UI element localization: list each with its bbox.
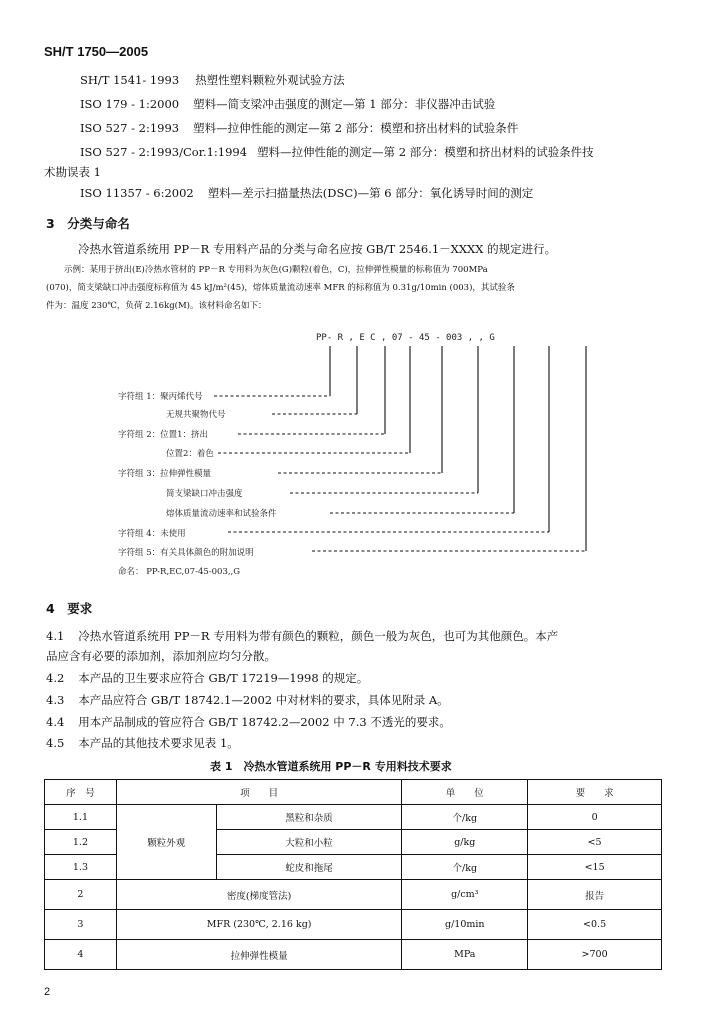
diagram-label: 无规共聚物代号 bbox=[166, 410, 226, 420]
table-cell: MFR (230℃, 2.16 kg) bbox=[116, 910, 401, 940]
header-cell: 要 求 bbox=[528, 780, 662, 805]
requirements-table bbox=[44, 779, 662, 970]
requirement-item bbox=[46, 714, 451, 730]
header-cell: 单 位 bbox=[402, 780, 528, 805]
table-cell: 蛇皮和拖尾 bbox=[216, 855, 402, 880]
table-cell: <15 bbox=[528, 855, 662, 880]
requirement-text: 本产品的卫生要求应符合 GB/T 17219—1998 的规定。 bbox=[78, 671, 369, 685]
table-header-row bbox=[45, 780, 662, 805]
table-cell: 4 bbox=[45, 940, 117, 970]
group-label-cell: 颗粒外观 bbox=[116, 805, 216, 880]
table-caption: 表 1 冷热水管道系统用 PP－R 专用料技术要求 bbox=[210, 760, 452, 773]
table-cell: <0.5 bbox=[528, 910, 662, 940]
diagram-label: 字符组 4：未使用 bbox=[118, 529, 186, 539]
table-cell: 黑粒和杂质 bbox=[216, 805, 402, 830]
table-row bbox=[45, 805, 662, 830]
table-cell: 0 bbox=[528, 805, 662, 830]
diagram-label: 简支梁缺口冲击强度 bbox=[166, 489, 243, 499]
table-cell: 1.2 bbox=[45, 830, 117, 855]
diagram-label: 字符组 5：有关具体颜色的附加说明 bbox=[118, 548, 254, 558]
table-cell: 拉伸弹性模量 bbox=[116, 940, 401, 970]
table-cell: 个/kg bbox=[402, 805, 528, 830]
section-3-heading: 3 分类与命名 bbox=[46, 216, 130, 231]
table-cell: <5 bbox=[528, 830, 662, 855]
diagram-label: 命名： PP-R,EC,07-45-003,,G bbox=[118, 567, 241, 577]
table-cell: g/cm³ bbox=[402, 880, 528, 910]
requirement-item bbox=[46, 692, 449, 708]
reference-title: 塑料—拉伸性能的测定—第 2 部分：模塑和挤出材料的试验条件 bbox=[193, 121, 519, 135]
reference-code: ISO 11357 - 6:2002 bbox=[80, 186, 194, 200]
requirement-number: 4.3 bbox=[46, 693, 65, 707]
reference-title: 塑料—简支梁冲击强度的测定—第 1 部分：非仪器冲击试验 bbox=[193, 97, 496, 111]
table-cell: g/10min bbox=[402, 910, 528, 940]
table-row bbox=[45, 910, 662, 940]
requirement-continuation: 品应含有必要的添加剂，添加剂应均匀分散。 bbox=[46, 649, 276, 663]
example-line: (070)，简支梁缺口冲击强度标称值为 45 kJ/m²(45)，熔体质量流动速率 MFR 的标称值为 0.31g/10min (003)，其试验条 bbox=[46, 283, 515, 293]
diagram-label: 位置2：着色 bbox=[166, 449, 214, 459]
requirement-text: 用本产品制成的管应符合 GB/T 18742.2—2002 中 7.3 不透光的要求。 bbox=[78, 715, 451, 729]
reference-title: 塑料—拉伸性能的测定—第 2 部分：模塑和挤出材料的试验条件技 bbox=[257, 145, 594, 159]
requirement-text: 本产品应符合 GB/T 18742.1—2002 中对材料的要求，具体见附录 A。 bbox=[78, 693, 449, 707]
diagram-label: 字符组 3：拉伸弹性模量 bbox=[118, 469, 212, 479]
requirement-item bbox=[46, 735, 239, 751]
requirement-text: 冷热水管道系统用 PP－R 专用料为带有颜色的颗粒，颜色一般为灰色，也可为其他颜色。本产 bbox=[78, 629, 559, 643]
reference-title: 塑料—差示扫描量热法(DSC)—第 6 部分：氧化诱导时间的测定 bbox=[207, 186, 534, 200]
table-cell: 报告 bbox=[528, 880, 662, 910]
reference-code: ISO 527 - 2:1993 bbox=[80, 121, 180, 135]
table-cell: 2 bbox=[45, 880, 117, 910]
header-cell: 序 号 bbox=[45, 780, 117, 805]
designation-code: PP- R , E C , 07 - 45 - 003 , , G bbox=[316, 333, 495, 343]
reference-continuation: 术勘误表 1 bbox=[44, 165, 101, 179]
table-row bbox=[45, 880, 662, 910]
page-number: 2 bbox=[44, 986, 51, 998]
table-cell: >700 bbox=[528, 940, 662, 970]
requirement-item bbox=[46, 670, 368, 686]
reference-code: ISO 527 - 2:1993/Cor.1:1994 bbox=[80, 145, 248, 159]
document-code: SH/T 1750—2005 bbox=[44, 44, 149, 59]
table-cell: MPa bbox=[402, 940, 528, 970]
requirement-item bbox=[46, 628, 558, 644]
requirement-number: 4.4 bbox=[46, 715, 65, 729]
table-cell: 个/kg bbox=[402, 855, 528, 880]
section-3-paragraph: 冷热水管道系统用 PP－R 专用料产品的分类与命名应按 GB/T 2546.1－XXXX 的规定进行。 bbox=[78, 242, 557, 256]
diagram-label: 字符组 1：聚丙烯代号 bbox=[118, 392, 203, 402]
table-cell: 密度(梯度管法) bbox=[116, 880, 401, 910]
table-cell: 大粒和小粒 bbox=[216, 830, 402, 855]
reference-code: SH/T 1541- 1993 bbox=[80, 73, 180, 87]
requirement-number: 4.1 bbox=[46, 629, 65, 643]
diagram-label: 熔体质量流动速率和试验条件 bbox=[166, 509, 277, 519]
section-4-heading: 4 要求 bbox=[46, 601, 93, 616]
reference-code: ISO 179 - 1:2000 bbox=[80, 97, 180, 111]
table-row bbox=[45, 940, 662, 970]
requirement-number: 4.5 bbox=[46, 736, 65, 750]
table-cell: 1.3 bbox=[45, 855, 117, 880]
example-line: 件为：温度 230℃，负荷 2.16kg(M)。该材料命名如下： bbox=[46, 301, 267, 311]
example-line: 示例：某用于挤出(E)冷热水管材的 PP－R 专用料为灰色(G)颗粒(着色，C)，拉伸弹性模量的标称值为 700MPa bbox=[64, 265, 488, 275]
requirement-number: 4.2 bbox=[46, 671, 65, 685]
requirement-text: 本产品的其他技术要求见表 1。 bbox=[78, 736, 239, 750]
diagram-label: 字符组 2：位置1：挤出 bbox=[118, 430, 209, 440]
table-cell: g/kg bbox=[402, 830, 528, 855]
table-cell: 3 bbox=[45, 910, 117, 940]
header-cell: 项 目 bbox=[116, 780, 401, 805]
reference-title: 热塑性塑料颗粒外观试验方法 bbox=[195, 73, 345, 87]
table-cell: 1.1 bbox=[45, 805, 117, 830]
